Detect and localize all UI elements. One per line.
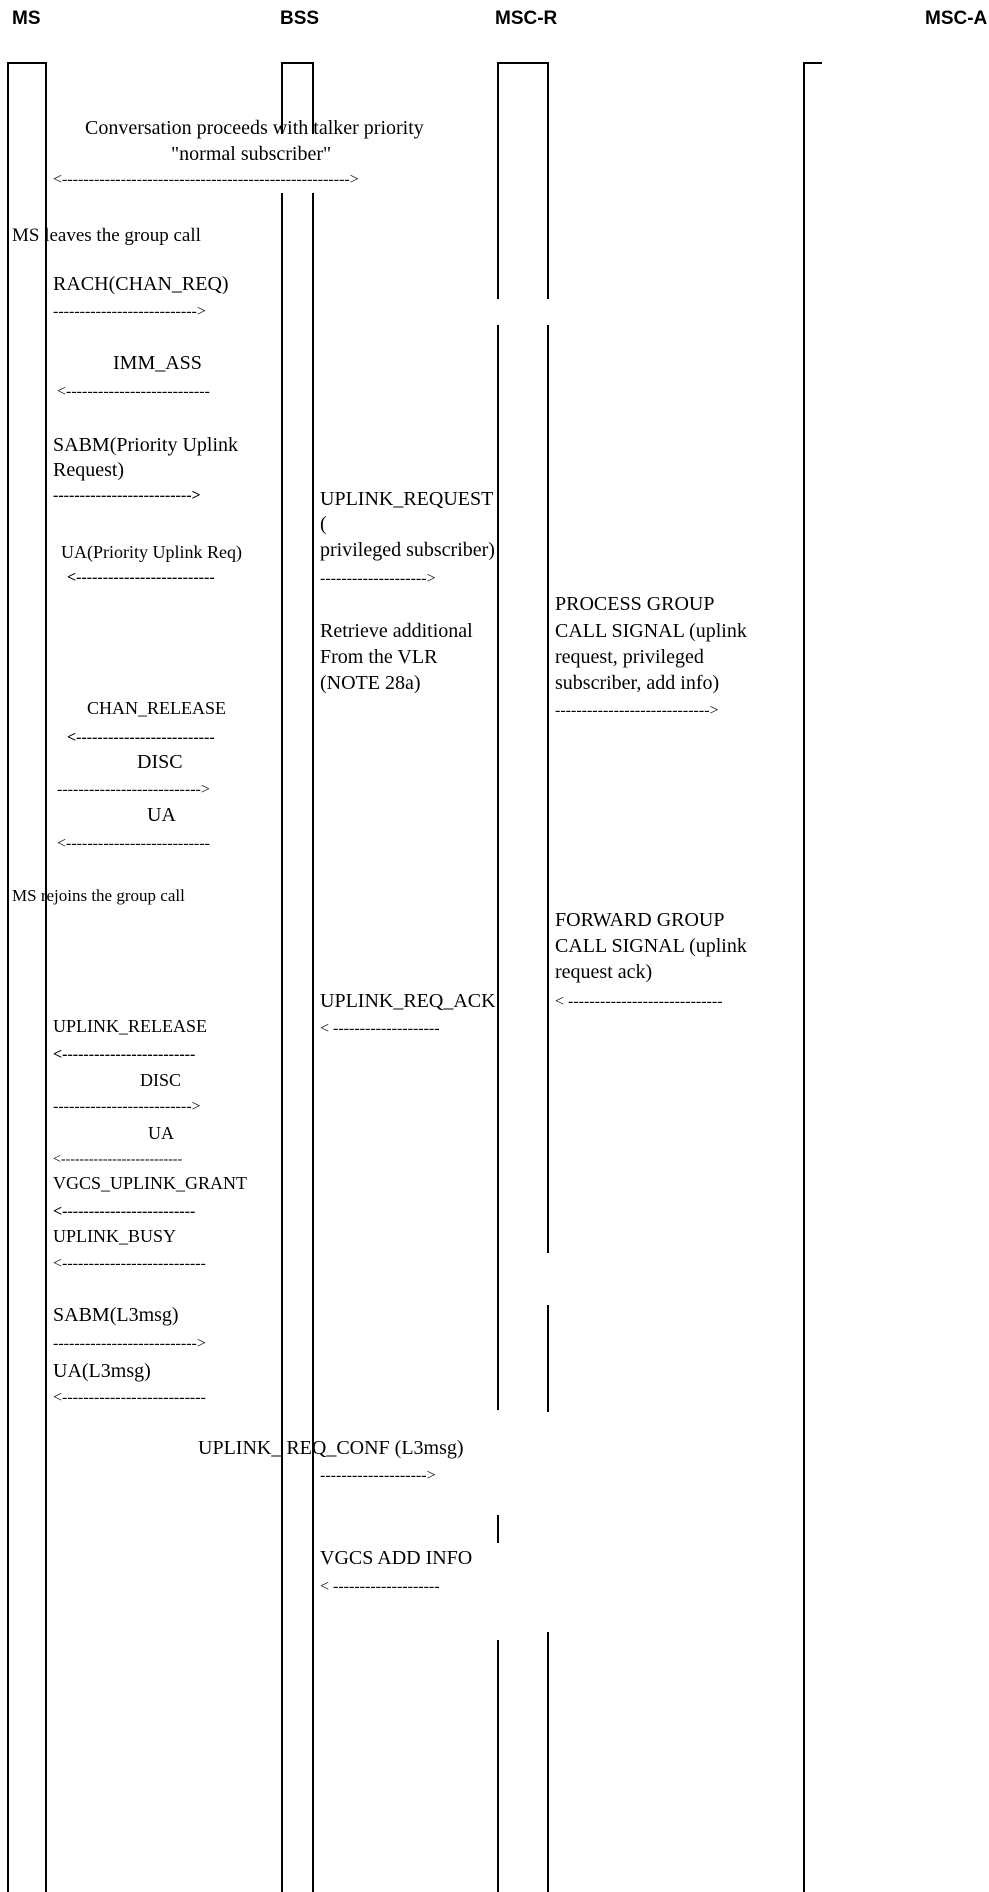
uplink-request-label-1: UPLINK_REQUEST: [320, 488, 494, 510]
ua-arrow-1: <---------------------------: [57, 835, 210, 852]
uplink-req-conf-arrow: -------------------->: [320, 1467, 436, 1484]
uplink-busy-arrow: <---------------------------: [53, 1255, 206, 1272]
disc-arrow-1: --------------------------->: [57, 781, 210, 798]
retrieve-label-2: From the VLR: [320, 646, 438, 668]
forward-arrow: < -----------------------------: [555, 993, 723, 1010]
uplink-busy-label: UPLINK_BUSY: [53, 1226, 177, 1246]
header-bss: BSS: [280, 8, 320, 29]
uplink-release-label: UPLINK_RELEASE: [53, 1016, 207, 1036]
conversation-arrow: <------------------------------------------------------>: [53, 171, 359, 188]
uplink-release-arrow: <-------------------------: [53, 1046, 196, 1063]
process-label-1: PROCESS GROUP: [555, 593, 715, 615]
header-msc-r: MSC-R: [495, 8, 558, 29]
sabm-label-2: Request): [53, 459, 125, 481]
uplink-req-ack-arrow: < --------------------: [320, 1020, 440, 1037]
ua-priority-label: UA(Priority Uplink Req): [61, 542, 242, 562]
uplink-request-label-3: privileged subscriber): [320, 539, 495, 561]
conversation-text-2: "normal subscriber": [171, 143, 332, 165]
process-arrow: ----------------------------->: [555, 702, 719, 719]
sabm-label-1: SABM(Priority Uplink: [53, 434, 239, 456]
ua-l3-arrow: <---------------------------: [53, 1389, 206, 1406]
ua-l3-label: UA(L3msg): [53, 1360, 151, 1382]
rach-arrow: --------------------------->: [53, 303, 206, 320]
ua-label-1: UA: [147, 804, 176, 826]
sabm-l3-arrow: --------------------------->: [53, 1335, 206, 1352]
uplink-req-ack-label: UPLINK_REQ_ACK: [320, 990, 496, 1012]
uplink-request-arrow: -------------------->: [320, 570, 436, 587]
forward-label-2: CALL SIGNAL (uplink: [555, 935, 747, 957]
uplink-request-label-2: (: [320, 513, 327, 535]
forward-label-3: request ack): [555, 961, 653, 983]
sabm-l3-label: SABM(L3msg): [53, 1304, 179, 1326]
uplink-req-conf-label: UPLINK_ REQ_CONF (L3msg): [198, 1437, 464, 1459]
ua-label-2: UA: [148, 1123, 174, 1143]
sabm-arrow: -------------------------->: [53, 487, 201, 504]
process-label-4: subscriber, add info): [555, 672, 720, 694]
imm-ass-arrow: <---------------------------: [57, 383, 210, 400]
header-msc-a: MSC-A: [925, 8, 988, 29]
ms-rejoins-note: MS rejoins the group call: [12, 886, 185, 905]
conversation-text-1: Conversation proceeds with talker priority: [85, 117, 424, 139]
imm-ass-label: IMM_ASS: [113, 352, 202, 374]
forward-label-1: FORWARD GROUP: [555, 909, 725, 931]
vgcs-grant-arrow: <-------------------------: [53, 1203, 196, 1220]
retrieve-label-3: (NOTE 28a): [320, 672, 421, 694]
chan-release-arrow: <--------------------------: [67, 729, 215, 746]
retrieve-label-1: Retrieve additional: [320, 620, 473, 642]
ms-leaves-note: MS leaves the group call: [12, 225, 201, 246]
disc-arrow-2: -------------------------->: [53, 1098, 201, 1115]
process-label-2: CALL SIGNAL (uplink: [555, 620, 747, 642]
ua-priority-arrow: <--------------------------: [67, 569, 215, 586]
rach-label: RACH(CHAN_REQ): [53, 273, 229, 295]
ua-arrow-2: <--------------------------: [53, 1152, 183, 1167]
disc-label-2: DISC: [140, 1070, 182, 1090]
disc-label-1: DISC: [137, 751, 183, 773]
vgcs-grant-label: VGCS_UPLINK_GRANT: [53, 1173, 248, 1193]
vgcs-add-info-arrow: < --------------------: [320, 1578, 440, 1595]
header-ms: MS: [12, 8, 41, 29]
process-label-3: request, privileged: [555, 646, 704, 668]
vgcs-add-info-label: VGCS ADD INFO: [320, 1547, 473, 1569]
chan-release-label: CHAN_RELEASE: [87, 698, 226, 718]
